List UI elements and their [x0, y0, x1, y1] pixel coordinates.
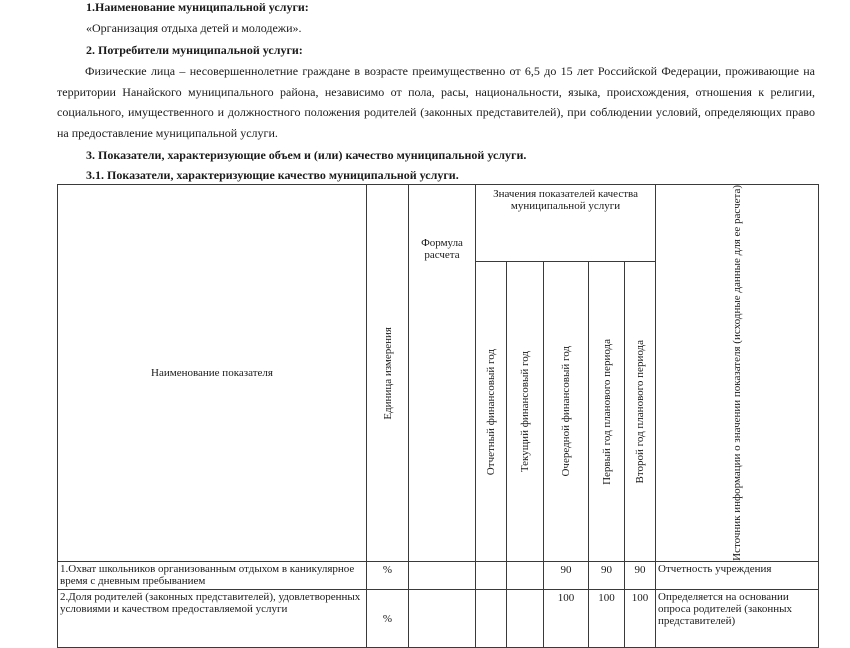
header-next-year-label: Очередной финансовый год	[560, 346, 572, 477]
row1-source: Отчетность учреждения	[656, 561, 819, 589]
row2-current-year	[507, 589, 544, 647]
table-row	[58, 589, 819, 647]
header-plan-year2-label: Второй год планового периода	[634, 339, 647, 484]
header-plan-year1	[589, 262, 625, 561]
row1-unit: %	[367, 561, 409, 589]
header-formula: Формула расчета	[409, 185, 476, 562]
row2-name: 2.Доля родителей (законных представителей), удовлетворенных условиями и качеством предоставляемой услуги	[58, 589, 367, 647]
row1-plan-year1: 90	[589, 561, 625, 589]
row2-plan-year2: 100	[625, 589, 656, 647]
row1-name: 1.Охват школьников организованным отдыхом в каникулярное время с дневным пребыванием	[58, 561, 367, 589]
row2-plan-year1: 100	[589, 589, 625, 647]
header-reporting-year-label: Отчетный финансовый год	[485, 348, 497, 475]
row2-unit: %	[367, 589, 409, 647]
row1-next-year: 90	[544, 561, 589, 589]
header-values-group: Значения показателей качества муниципальной услуги	[476, 185, 656, 262]
row2-reporting-year	[476, 589, 507, 647]
header-source-label: Источник информации о значении показателя (исходные данные для ее расчета)	[731, 185, 744, 561]
header-source	[656, 185, 819, 562]
consumers-paragraph	[57, 61, 815, 143]
service-name: «Организация отдыха детей и молодежи».	[86, 21, 302, 35]
header-current-year-label: Текущий финансовый год	[519, 351, 531, 473]
header-reporting-year	[476, 262, 507, 561]
row2-source: Определяется на основании опроса родителей (законных представителей)	[656, 589, 819, 647]
header-unit	[367, 185, 409, 562]
consumers-paragraph-text: Физические лица – несовершеннолетние граждане в возрасте преимущественно от 6,5 до 15 лет Российской Федерации, проживающие на территории Нанайского муниципального района, независимо от пола, расы, национальности, языка, происхождения, отношения к религии, социального, имущественного и должностного положения родителей (законных представителей), при соблюдении условий, определяющих право на предоставление муниципальной услуги.	[57, 64, 815, 140]
quality-indicators-table	[57, 184, 819, 648]
header-current-year	[507, 262, 544, 561]
header-plan-year1-label: Первый год планового периода	[600, 338, 613, 485]
header-next-year	[544, 262, 589, 561]
section2-heading: 2. Потребители муниципальной услуги:	[86, 43, 303, 57]
header-plan-year2	[625, 262, 656, 561]
table-row	[58, 561, 819, 589]
row1-reporting-year	[476, 561, 507, 589]
row1-plan-year2: 90	[625, 561, 656, 589]
header-unit-label: Единица измерения	[381, 326, 394, 420]
row1-current-year	[507, 561, 544, 589]
section31-heading: 3.1. Показатели, характеризующие качество муниципальной услуги.	[86, 168, 459, 182]
row2-next-year: 100	[544, 589, 589, 647]
section3-heading: 3. Показатели, характеризующие объем и (или) качество муниципальной услуги.	[86, 148, 527, 162]
row1-formula	[409, 561, 476, 589]
header-indicator-name: Наименование показателя	[58, 185, 367, 562]
row2-formula	[409, 589, 476, 647]
section1-heading: 1.Наименование муниципальной услуги:	[86, 0, 309, 14]
